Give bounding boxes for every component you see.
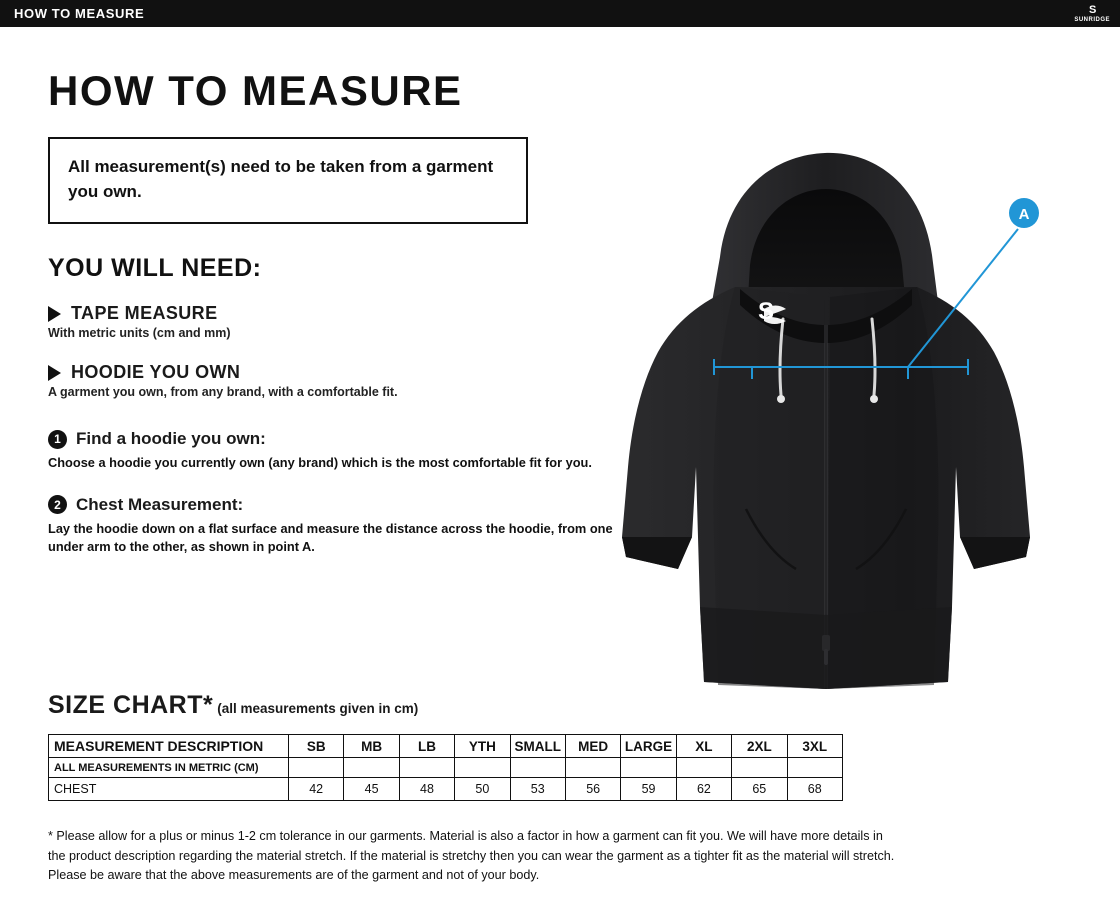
step-title: Chest Measurement: xyxy=(76,494,244,514)
step-number-badge: 2 xyxy=(48,495,67,514)
need-label: TAPE MEASURE xyxy=(71,303,218,324)
need-head xyxy=(48,362,638,383)
notice-text: All measurement(s) need to be taken from a garment you own. xyxy=(68,157,494,201)
table-header-sb: SB xyxy=(289,735,344,758)
step-head xyxy=(48,495,638,515)
metric-cell xyxy=(289,758,344,778)
row-label-chest: CHEST xyxy=(49,778,289,801)
cell-chest-sb: 42 xyxy=(289,778,344,801)
metric-cell xyxy=(621,758,676,778)
size-chart-heading xyxy=(48,691,1072,720)
need-item-hoodie xyxy=(48,362,638,399)
table-header-3xl: 3XL xyxy=(787,735,842,758)
step-2 xyxy=(48,495,638,557)
metric-cell xyxy=(565,758,620,778)
need-sublabel: A garment you own, from any brand, with a comfortable fit. xyxy=(48,385,398,400)
hoodie-illustration xyxy=(600,137,1100,707)
steps-list xyxy=(48,429,638,557)
cell-chest-small: 53 xyxy=(510,778,565,801)
table-header-yth: YTH xyxy=(455,735,510,758)
step-body: Lay the hoodie down on a flat surface and measure the distance across the hoodie, from one under arm to the other, as shown in point A. xyxy=(48,520,613,555)
table-header-2xl: 2XL xyxy=(732,735,787,758)
table-header-description: MEASUREMENT DESCRIPTION xyxy=(49,735,289,758)
cell-chest-mb: 45 xyxy=(344,778,399,801)
cell-chest-yth: 50 xyxy=(455,778,510,801)
step-head xyxy=(48,429,638,449)
table-header-lb: LB xyxy=(399,735,454,758)
cell-chest-lb: 48 xyxy=(399,778,454,801)
brand-mark-icon: S xyxy=(1088,3,1096,16)
need-item-tape-measure xyxy=(48,303,638,340)
top-bar xyxy=(0,0,1120,27)
cell-chest-2xl: 65 xyxy=(732,778,787,801)
table-header-large: LARGE xyxy=(621,735,676,758)
page-title: HOW TO MEASURE xyxy=(48,67,463,114)
notice-box xyxy=(48,137,528,224)
table-row xyxy=(49,778,843,801)
step-number-badge: 1 xyxy=(48,430,67,449)
brand-name-label: SUNRIDGE xyxy=(1074,16,1110,23)
step-title: Find a hoodie you own: xyxy=(76,429,266,449)
metric-cell xyxy=(787,758,842,778)
triangle-bullet-icon xyxy=(48,306,61,322)
cell-chest-xl: 62 xyxy=(676,778,731,801)
step-1 xyxy=(48,429,638,473)
metric-row-label: ALL MEASUREMENTS IN METRIC (CM) xyxy=(49,758,289,778)
metric-cell xyxy=(399,758,454,778)
step-body: Choose a hoodie you currently own (any brand) which is the most comfortable fit for you. xyxy=(48,455,592,471)
need-label: HOODIE YOU OWN xyxy=(71,362,241,383)
triangle-bullet-icon xyxy=(48,365,61,381)
top-bar-title: HOW TO MEASURE xyxy=(14,6,145,21)
table-header-row xyxy=(49,735,843,758)
callout-a-label: A xyxy=(1018,206,1030,223)
metric-cell xyxy=(676,758,731,778)
table-header-med: MED xyxy=(565,735,620,758)
hoodie-diagram-svg xyxy=(600,137,1100,707)
cell-chest-large: 59 xyxy=(621,778,676,801)
table-header-xl: XL xyxy=(676,735,731,758)
cell-chest-3xl: 68 xyxy=(787,778,842,801)
size-chart-table xyxy=(48,734,843,801)
you-will-need-title: YOU WILL NEED: xyxy=(48,254,262,283)
metric-cell xyxy=(732,758,787,778)
size-chart-title: SIZE CHART* xyxy=(48,691,214,719)
disclaimer-text: * Please allow for a plus or minus 1-2 cm tolerance in our garments. Material is also a factor in how a garment can fit you. We will have more details in the product description regarding the material stretch. If the material is stretchy then you can wear the garment as a tighter fit as the material will stretch. Please be aware that the above measurements are of the garment and not of your body. xyxy=(48,829,895,883)
size-chart-note: (all measurements given in cm) xyxy=(217,701,419,716)
need-head xyxy=(48,303,638,324)
table-row xyxy=(49,758,843,778)
table-header-mb: MB xyxy=(344,735,399,758)
brand-logo xyxy=(1074,5,1110,23)
need-sublabel: With metric units (cm and mm) xyxy=(48,326,231,341)
size-chart-section xyxy=(48,691,1072,801)
metric-cell xyxy=(344,758,399,778)
metric-cell xyxy=(510,758,565,778)
metric-cell xyxy=(455,758,510,778)
table-header-small: SMALL xyxy=(510,735,565,758)
svg-text:S: S xyxy=(758,298,775,325)
cell-chest-med: 56 xyxy=(565,778,620,801)
left-column xyxy=(48,67,638,579)
